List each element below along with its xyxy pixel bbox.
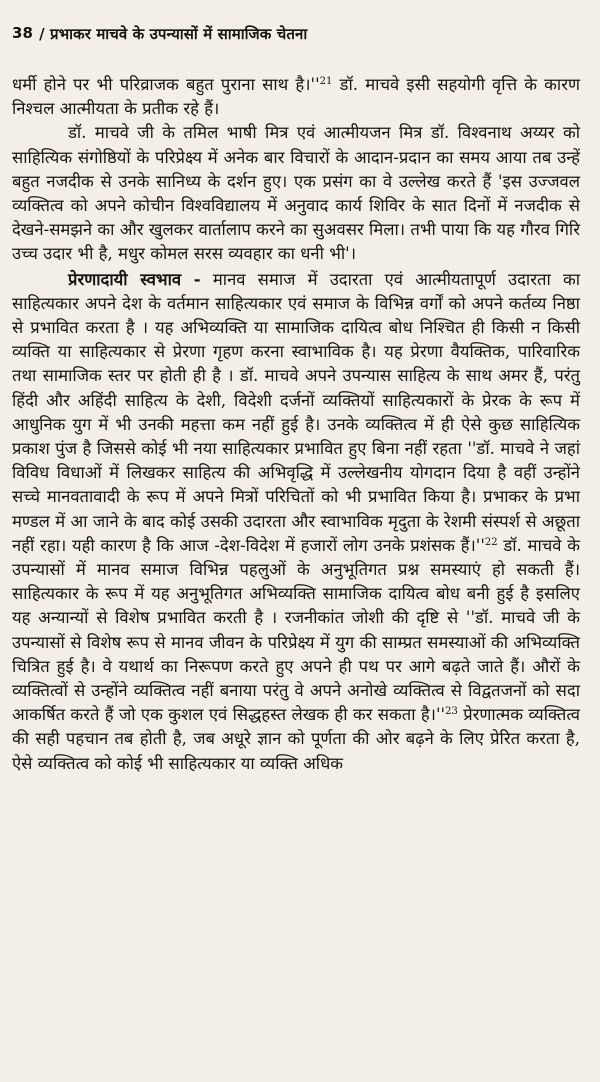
- section-heading: प्रेरणादायी स्वभाव -: [68, 268, 201, 289]
- paragraph-3-text-a: मानव समाज में उदारता एवं आत्मीयतापूर्ण उदारता का साहित्यकार अपने देश के वर्तमान साहित्यकार एवं समाज के विभिन्न वर्गों को अपने कर्तव्य निष्ठा से प्रभावित करता है । यह अभिव्यक्ति या सामाजिक दायित्व बोध निश्चित ही किसी न किसी व्यक्ति या साहित्यकार से प्रेरणा गृहण करना स्वाभाविक है। यह प्रेरणा वैयक्तिक, पारिवारिक तथा सामाजिक स्तर पर होती ही है । डॉ. माचवे अपने उपन्यास साहित्य के साथ अमर हैं, परंतु हिंदी और अहिंदी साहित्य के देशी, विदेशी दर्जनों व्यक्तियों साहित्यकारों के प्रेरक के रूप में आधुनिक युग में भी उनकी महत्ता कम नहीं हुई है। उनके व्यक्तित्व में ही ऐसे कुछ साहित्यिक प्रकाश पुंज है जिससे कोई भी नया साहित्यकार प्रभावित हुए बिना नहीं रहता ''डॉ. माचवे ने जहां विविध विधाओं में लिखकर साहित्य की अभिवृद्धि में उल्लेखनीय योगदान दिया है वहीं उन्होंने सच्चे मानवतावादी के रूप में अपने मित्रों परिचितों को भी प्रभावित किया है। प्रभाकर के प्रभा मण्डल में आ जाने के बाद कोई उसकी उदारता और स्वाभाविक मृदुता के रेशमी संस्पर्श से अछूता नहीं रहा। यही कारण है कि आज -देश-विदेश में हजारों लोग उनके प्रशंसक हैं।'': [12, 269, 580, 555]
- footnote-ref-22: 22: [484, 536, 498, 548]
- footnote-ref-21: 21: [319, 76, 333, 87]
- footnote-ref-23: 23: [445, 706, 458, 718]
- running-header: [12, 0, 580, 44]
- paragraph-3-text-b: डॉ. माचवे के उपन्यासों में मानव समाज विभिन्न पहलुओं के अनुभूतिगत प्रश्न समस्याएं हो सकती हैं। साहित्यकार के रूप में यह अनुभूतिगत अभिव्यक्ति सामाजिक दायित्व बोध बनी हुई है इसलिए यह अन्यान्यों से विशेष प्रभावित करती है । रजनीकांत जोशी की दृष्टि से ''डॉ. माचवे जी के उपन्यासों से विशेष रूप से मानव जीवन के परिप्रेक्ष्य में युग की साम्प्रत समस्याओं की अभिव्यक्ति चित्रित हुई है। वे यथार्थ का निरूपण करते हुए अपने ही पथ पर आगे बढ़ते जाते हैं। औरों के व्यक्तित्वों से उन्होंने व्यक्तित्व नहीं बनाया परंतु वे अपने अनोखे व्यक्तित्व से विद्वतजनों को सदा आकर्षित करते हैं जो एक कुशल एवं सिद्धहस्त लेखक ही कर सकता है।'': [12, 535, 580, 725]
- paragraph-3-text-c: प्रेरणात्मक व्यक्तित्व की सही पहचान तब होती है, जब अधूरे ज्ञान को पूर्णता की ओर बढ़ने के लिए प्रेरित करता है, ऐसे व्यक्तित्व को कोई भी साहित्यकार या व्यक्ति अधिक: [12, 705, 580, 773]
- running-title: / प्रभाकर माचवे के उपन्यासों में सामाजिक चेतना: [39, 25, 308, 43]
- body-text: [12, 73, 580, 776]
- paragraph-1-text-b: डॉ. माचवे इसी सहयोगी वृत्ति के कारण निश्चल आत्मीयता के प्रतीक रहे हैं।: [12, 75, 581, 119]
- paragraph-3: [12, 267, 580, 776]
- paragraph-2: डॉ. माचवे जी के तमिल भाषी मित्र एवं आत्मीयजन मित्र डॉ. विश्वनाथ अय्यर को साहित्यिक संगोष्ठियों के परिप्रेक्ष्य में अनेक बार विचारों के आदान-प्रदान का समय आया तब उन्हें बहुत नजदीक से उनके सानिध्य के दर्शन हुए। एक प्रसंग का वे उल्लेख करते हैं 'इस उज्जवल व्यक्तित्व को अपने कोचीन विश्वविद्यालय में अनुवाद कार्य शिविर के सात दिनों में नजदीक से देखने-समझने का और खुलकर वार्तालाप करने का सुअवसर मिला। तभी पाया कि यह गौरव गिरि उच्च उदार भी है, मधुर कोमल सरस व्यवहार का धनी भी'।: [12, 123, 580, 264]
- page-number: 38: [12, 24, 34, 42]
- paragraph-1-text-a: धर्मी होने पर भी परिव्राजक बहुत पुराना साथ है।'': [12, 75, 320, 94]
- paragraph-1: [12, 73, 580, 121]
